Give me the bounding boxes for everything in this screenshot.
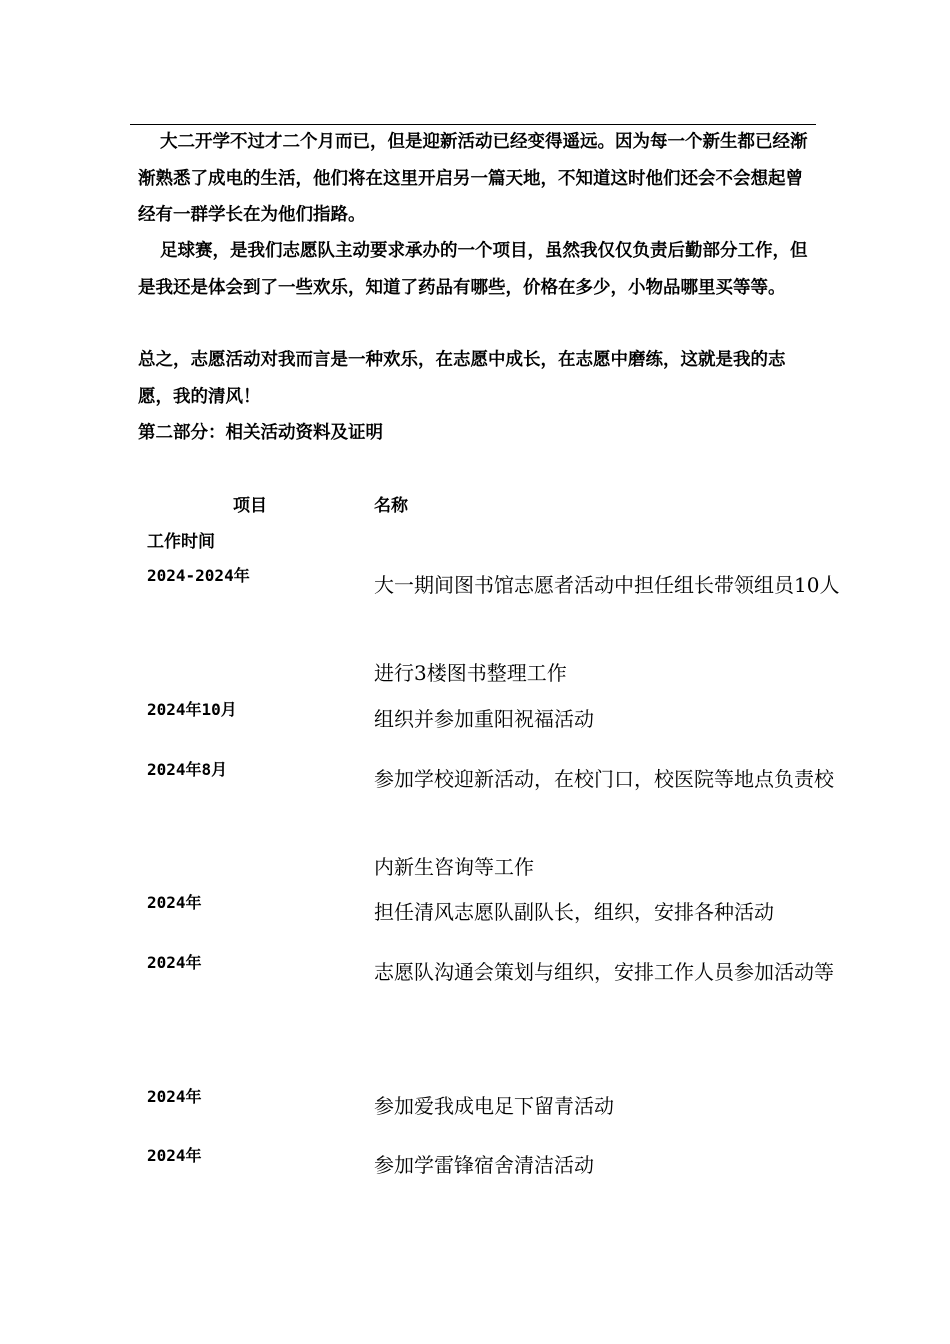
row-description: 组织并参加重阳祝福活动	[374, 707, 594, 731]
row-description: 参加学校迎新活动，在校门口，校医院等地点负责校内新生咨询等工作	[374, 767, 834, 879]
row-date: 2024年	[147, 953, 202, 972]
table-subheader-time: 工作时间	[147, 532, 215, 552]
row-date: 2024年	[147, 893, 202, 912]
paragraph-football: 足球赛，是我们志愿队主动要求承办的一个项目，虽然我仅仅负责后勤部分工作，但是我还是体会到了一些欢乐，知道了药品有哪些，价格在多少，小物品哪里买等等。	[138, 241, 808, 298]
row-description: 参加学雷锋宿舍清洁活动	[374, 1153, 594, 1177]
section-heading: 第二部分：相关活动资料及证明	[138, 423, 383, 443]
table-header-item: 项目	[233, 496, 267, 516]
row-date: 2024年10月	[147, 700, 237, 719]
paragraph-summary: 总之，志愿活动对我而言是一种欢乐，在志愿中成长，在志愿中磨练，这就是我的志愿，我的清风！	[138, 350, 786, 407]
row-description: 志愿队沟通会策划与组织，安排工作人员参加活动等	[374, 960, 834, 984]
table-header-name: 名称	[374, 496, 408, 516]
row-description: 参加爱我成电足下留青活动	[374, 1094, 614, 1118]
row-date: 2024年8月	[147, 760, 228, 779]
row-date: 2024年	[147, 1087, 202, 1106]
row-date: 2024-2024年	[147, 566, 250, 585]
row-description: 大一期间图书馆志愿者活动中担任组长带领组员10人进行3楼图书整理工作	[374, 573, 840, 685]
row-description: 担任清风志愿队副队长，组织，安排各种活动	[374, 900, 774, 924]
paragraph-welcome: 大二开学不过才二个月而已，但是迎新活动已经变得遥远。因为每一个新生都已经渐渐熟悉了成电的生活，他们将在这里开启另一篇天地，不知道这时他们还会不会想起曾经有一群学长在为他们指路。	[138, 132, 808, 225]
row-date: 2024年	[147, 1146, 202, 1165]
